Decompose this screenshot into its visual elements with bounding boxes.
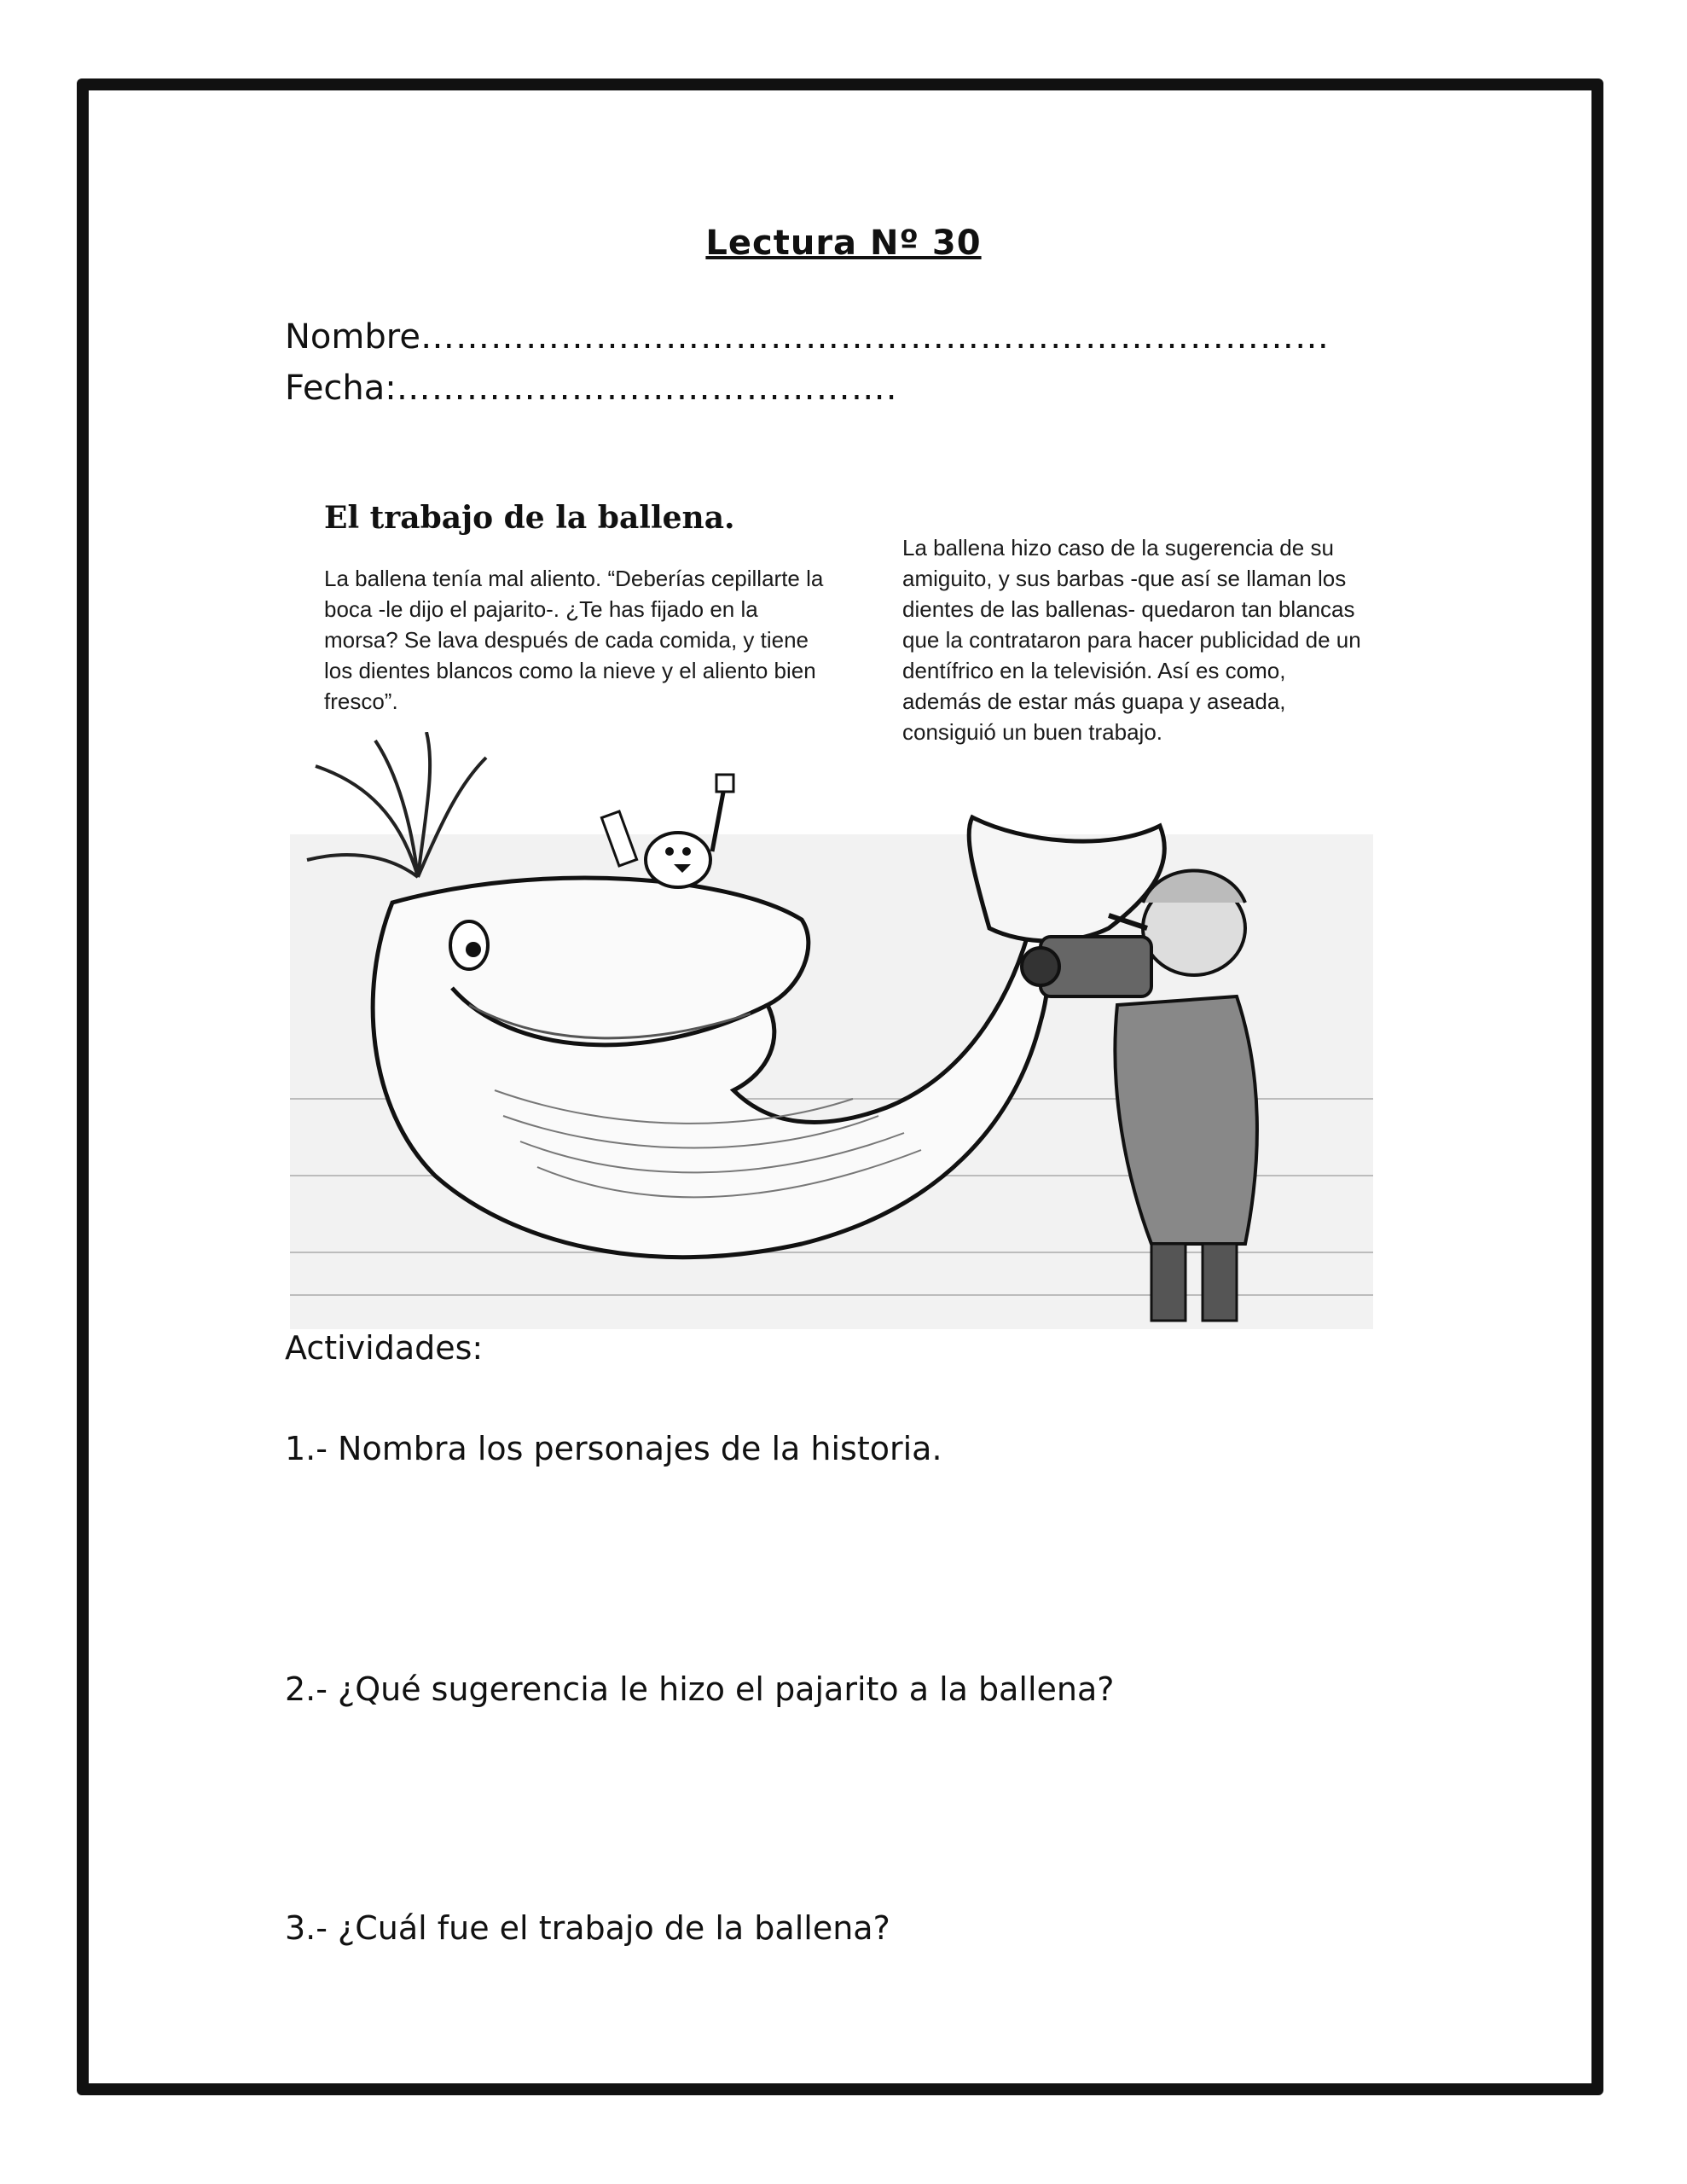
date-field <box>285 369 897 408</box>
question-1: 1.- Nombra los personajes de la historia. <box>285 1430 942 1467</box>
name-field <box>285 317 1330 357</box>
date-blank[interactable]: ……………………………………. <box>396 369 898 408</box>
question-2: 2.- ¿Qué sugerencia le hizo el pajarito a la ballena? <box>285 1670 1115 1708</box>
question-3: 3.- ¿Cuál fue el trabajo de la ballena? <box>285 1909 890 1947</box>
name-label: Nombre <box>285 317 420 357</box>
date-label: Fecha: <box>285 369 397 408</box>
whale-illustration <box>290 732 1373 1329</box>
whale-pupil <box>466 942 481 957</box>
reading-passage <box>281 485 1373 1329</box>
story-paragraph-left: La ballena tenía mal aliento. “Deberías cepillarte la boca -le dijo el pajarito-. ¿Te has fijado en la morsa? Se lava después de cada comida, y tiene los dientes blancos como la nieve y el aliento bien fresco”. <box>324 566 824 714</box>
story-title: El trabajo de la ballena. <box>324 500 735 536</box>
page-title: Lectura Nº 30 <box>705 224 982 263</box>
story-paragraph-right: La ballena hizo caso de la sugerencia de su amiguito, y sus barbas -que así se llaman los dientes de las ballenas- quedaron tan blancas que la contrataron para hacer publicidad de un dentífrico en la televisión. Así es como, además de estar más guapa y aseada, consiguió un buen trabajo. <box>902 535 1361 745</box>
name-blank[interactable]: …………………………………………………………………… <box>420 317 1330 357</box>
camera-lens-icon <box>1022 948 1059 985</box>
activities-heading: Actividades: <box>285 1329 484 1367</box>
